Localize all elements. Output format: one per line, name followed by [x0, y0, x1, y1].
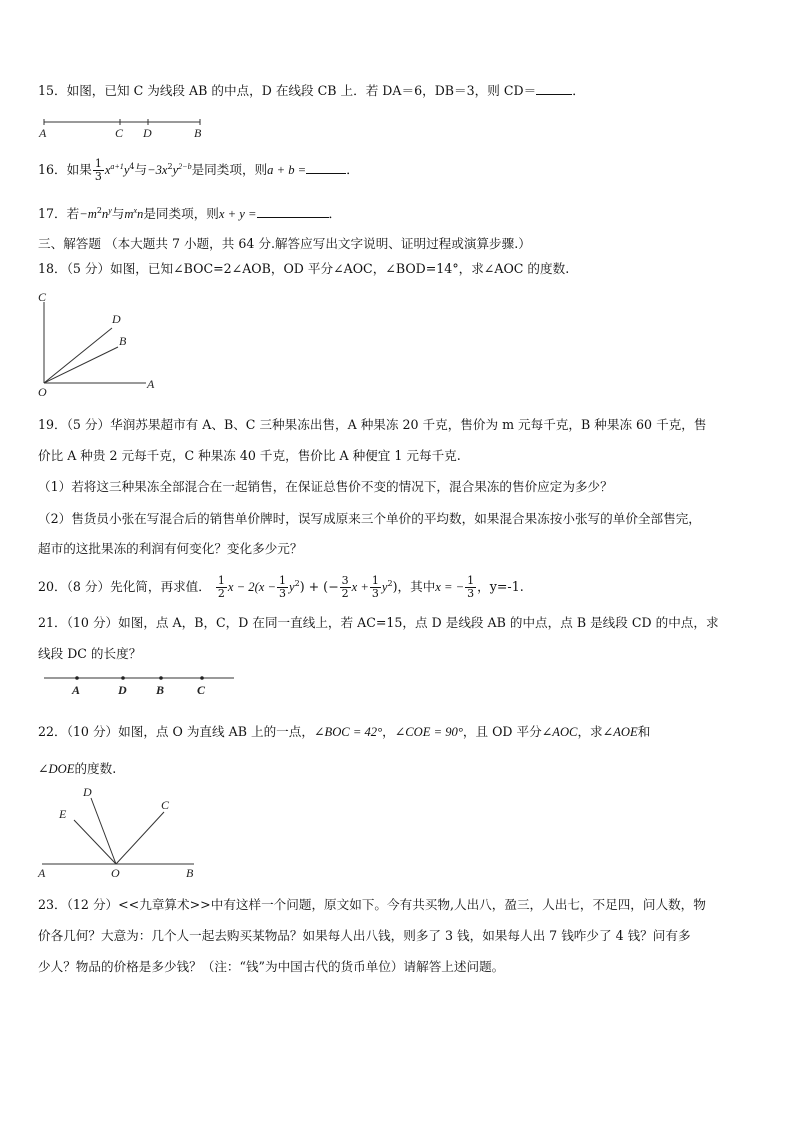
q21-figure [40, 672, 240, 698]
q22-line-2: ∠DOE的度数. [38, 761, 117, 776]
q19-line-1: 19．（5 分）华润苏果超市有 A、B、C 三种果冻出售，A 种果冻 20 千克，售价为 m 元每千克，B 种果冻 60 千克，售 [38, 417, 707, 432]
q18-text: 18．（5 分）如图，已知∠BOC=2∠AOB，OD 平分∠AOC，∠BOD=14°，求∠AOC 的度数. [38, 261, 570, 276]
q18-label-b: B [119, 334, 127, 348]
q17-text: 17．若$-m^2n^y$与$m^xn$是同类项，则x + y = ． [38, 206, 342, 222]
q22-line-1: 22．（10 分）如图，点 O 为直线 AB 上的一点，∠BOC = 42°，∠COE = 90°，且 OD 平分∠AOC，求∠AOE和 [38, 724, 651, 739]
q20-text: 20．（8 分）先化简，再求值． $\frac{1}{2}$ x − 2(x − $\frac{1}{3}$ $y^2$) + (− $\frac{3}{2}$ x + $\frac{1}{3}$ $y^2$)，其中x = − $\frac{1}{3}$ ，y=-1. [38, 574, 524, 601]
q19-line-2: 价比 A 种贵 2 元每千克，C 种果冻 40 千克，售价比 A 种便宜 1 元每千克. [38, 448, 461, 463]
q15-label-b: B [194, 126, 202, 140]
q21-label-d: D [118, 683, 127, 697]
q17-blank[interactable] [257, 205, 329, 218]
q16-text: 16．如果 $\frac{1}{3}$ $x^{a+1}y^4$与$-3x^2y^{2-b}$是同类项，则a + b = ． [38, 157, 359, 184]
q18-label-c: C [38, 290, 47, 304]
q21-label-b: B [156, 683, 165, 697]
q16-fraction: $\frac{1}{3}$ [94, 157, 102, 184]
q19-sub-2b: 超市的这批果冻的利润有何变化？变化多少元？ [38, 541, 303, 556]
q23-line-2: 价各几何？大意为：几个人一起去购买某物品？如果每人出八钱，则多了 3 钱，如果每人出 7 钱咋少了 4 钱？问有多 [38, 928, 691, 943]
q15-blank[interactable] [536, 82, 572, 95]
q22-figure [34, 782, 204, 882]
q15-figure [36, 113, 216, 141]
q18-label-d: D [112, 312, 121, 326]
q15-label-c: C [115, 126, 124, 140]
q21-line-1: 21．（10 分）如图，点 A，B，C，D 在同一直线上，若 AC=15，点 D 是线段 AB 的中点，点 B 是线段 CD 的中点，求 [38, 615, 719, 630]
q19-sub-2a: （2）售货员小张在写混合后的销售单价牌时，误写成原来三个单价的平均数，如果混合果冻按小张写的单价全部售完， [38, 511, 701, 526]
q21-line-2: 线段 DC 的长度？ [38, 646, 142, 661]
q22-label-b: B [186, 866, 194, 880]
q23-line-3: 少人？物品的价格是多少钱？（注：“钱”为中国古代的货币单位）请解答上述问题。 [38, 959, 505, 974]
q15-text: 15．如图，已知 C 为线段 AB 的中点，D 在线段 CB 上．若 DA＝6，DB＝3，则 CD＝ ． [38, 83, 585, 98]
q15-label-d: D [143, 126, 152, 140]
q16-blank[interactable] [306, 161, 346, 174]
q19-sub-1: （1）若将这三种果冻全部混合在一起销售，在保证总售价不变的情况下，混合果冻的售价应定为多少？ [38, 479, 613, 494]
q21-label-a: A [72, 683, 81, 697]
q22-label-d: D [83, 785, 92, 799]
q23-line-1: 23．（12 分）<<九章算术>>中有这样一个问题，原文如下。今有共买物,人出八，盈三，人出七，不足四，问人数，物 [38, 897, 706, 912]
q22-label-o: O [111, 866, 120, 880]
q21-label-c: C [197, 683, 206, 697]
q15-label-a: A [39, 126, 47, 140]
section-3-heading: 三、解答题 （本大题共 7 小题，共 64 分.解答应写出文字说明、证明过程或演算步骤.） [38, 236, 531, 251]
q22-label-c: C [161, 798, 170, 812]
q22-label-e: E [59, 807, 67, 821]
q22-label-a: A [38, 866, 46, 880]
q18-label-o: O [38, 385, 47, 399]
q18-label-a: A [147, 377, 155, 391]
q18-figure [34, 290, 164, 400]
